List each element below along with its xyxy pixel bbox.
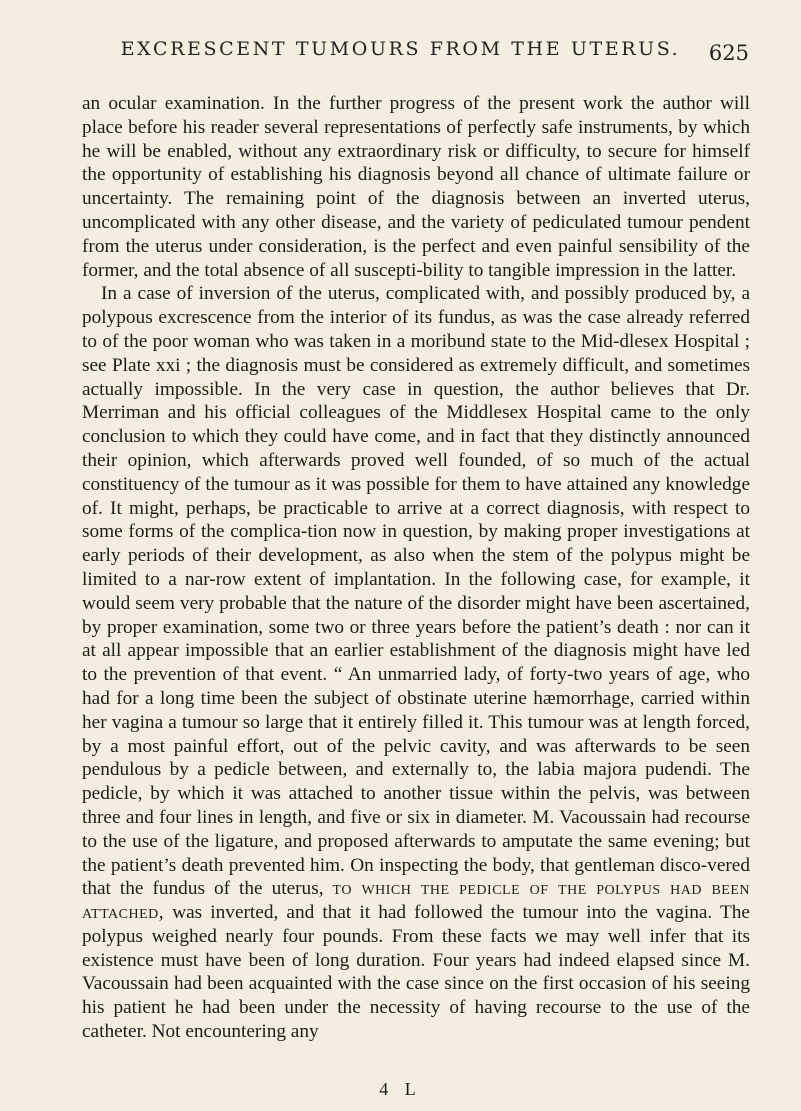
signature-mark: 4 L bbox=[379, 1079, 422, 1099]
running-head: EXCRESCENT TUMOURS FROM THE UTERUS. bbox=[120, 38, 681, 60]
paragraph-2-text-a: In a case of inversion of the uterus, complicated with, and possibly produced by, a polypous excrescence from the interior of its fundus, as was the case already referred to of the poor woman who was taken in a moribund state to the Mid-dlesex Hospital ; see Plate xxi ; the diagnosis must be considered as extremely difficult, and sometimes actually impossible. In the very case in question, the author believes that Dr. Merriman and his official colleagues of the Middlesex Hospital came to the only conclusion to which they could have come, and in fact that they distinctly announced their opinion, which afterwards proved well founded, of so much of the actual constituency of the tumour as it was possible for them to have attained any knowledge of. It might, perhaps, be practicable to arrive at a correct diagnosis, with respect to some forms of the complica-tion now in question, by making proper investigations at early periods of their development, as also when the stem of the polypus might be limited to a nar-row extent of implantation. In the following case, for example, it would seem very probable that the nature of the disorder might have been ascertained, by proper examination, some two or three years before the patient’s death : nor can it at all appear impossible that an earlier establishment of the diagnosis might have led to the prevention of that event. “ An unmarried lady, of forty-two years of age, who had for a long time been the subject of obstinate uterine hæmorrhage, carried within her vagina a tumour so large that it entirely filled it. This tumour was at length forced, by a most painful effort, out of the pelvic cavity, and was afterwards to be seen pendulous by a pedicle between, and externally to, the labia majora pudendi. The pedicle, by which it was attached to another tissue within the pelvis, was between three and four lines in length, and five or six in diameter. M. Vacoussain had recourse to the use of the ligature, and proposed afterwards to amputate the same evening; but the patient’s death prevented him. On inspecting the body, that gentleman disco-vered that the fundus of the uterus, bbox=[82, 283, 750, 900]
page-number: 625 bbox=[708, 41, 749, 65]
small-caps-phrase: to which the pedicle of the polypus had been attached, bbox=[82, 878, 750, 924]
paragraph-2-text-b: was inverted, and that it had followed the tumour into the vagina. The polypus weighed nearly four pounds. From these facts we may well infer that its existence must have been of long duration. Four years had indeed elapsed since M. Vacoussain had been acquainted with the case since on the first occasion of his seeing his patient he had been under the necessity of having recourse to the use of the catheter. Not encountering any bbox=[82, 902, 750, 1043]
body-text bbox=[82, 92, 750, 1044]
paragraph-1-text: an ocular examination. In the further progress of the present work the author will place before his reader several representations of perfectly safe instruments, by which he will be enabled, without any extraordinary risk or difficulty, to secure for himself the opportunity of establishing his diagnosis beyond all chance of ultimate failure or uncertainty. The remaining point of the diagnosis between an inverted uterus, uncomplicated with any other disease, and the variety of pediculated tumour pendent from the uterus under consideration, is the perfect and even painful sensibility of the former, and the total absence of all suscepti-bility to tangible impression in the latter. bbox=[82, 93, 750, 281]
paragraph-1 bbox=[82, 92, 750, 282]
paragraph-2 bbox=[82, 282, 750, 1044]
page-header bbox=[0, 38, 801, 68]
